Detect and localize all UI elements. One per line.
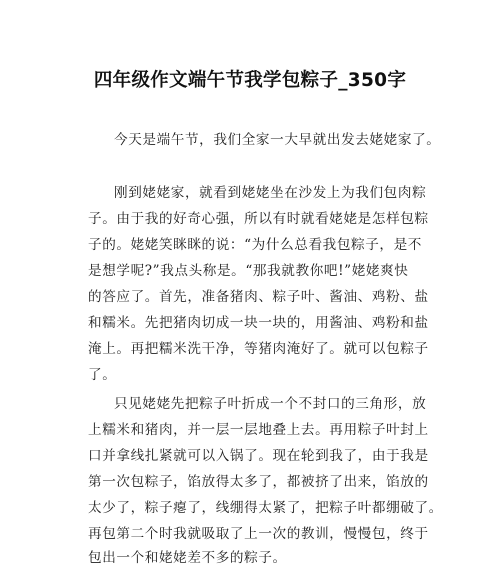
paragraph-3-line-6: 再包第二个时我就吸取了上一次的教训，慢慢包，终于 <box>88 526 429 542</box>
paragraph-3-line-4: 第一次包粽子，馅放得太多了，都被挤了出来，馅放的 <box>88 474 429 490</box>
paragraph-2-line-5: 的答应了。首先，准备猪肉、粽子叶、酱油、鸡粉、盐 <box>88 289 429 305</box>
paragraph-3-line-3: 口并拿线扎紧就可以入锅了。现在轮到我了，由于我是 <box>88 448 429 464</box>
paragraph-2-line-6: 和糯米。先把猪肉切成一块一块的，用酱油、鸡粉和盐 <box>88 315 429 331</box>
paragraph-2-line-1: 刚到姥姥家，就看到姥姥坐在沙发上为我们包肉粽 <box>114 185 427 201</box>
paragraph-2-line-3: 子的。姥姥笑眯眯的说：“为什么总看我包粽子，是不 <box>88 237 423 253</box>
document-title: 四年级作文端午节我学包粽子_350字 <box>93 70 407 91</box>
paragraph-2-line-7: 淹上。再把糯米洗干净，等猪肉淹好了。就可以包粽子 <box>88 341 429 357</box>
paragraph-3-line-5: 太少了，粽子瘪了，线绷得太紧了，把粽子叶都绷破了。 <box>88 500 443 516</box>
paragraph-3-line-2: 上糯米和猪肉，并一层一层地叠上去。再用粽子叶封上 <box>88 422 429 438</box>
paragraph-3-line-1: 只见姥姥先把粽子叶折成一个不封口的三角形，放 <box>114 396 427 412</box>
paragraph-3-line-7: 包出一个和姥姥差不多的粽子。 <box>88 550 287 566</box>
paragraph-2-line-4: 是想学呢?”我点头称是。“那我就教你吧!”姥姥爽快 <box>88 263 409 279</box>
paragraph-2-line-8: 了。 <box>88 367 117 383</box>
paragraph-2-line-2: 子。由于我的好奇心强，所以有时就看姥姥是怎样包粽 <box>88 211 429 227</box>
paragraph-1-line-1: 今天是端午节，我们全家一大早就出发去姥姥家了。 <box>114 132 441 148</box>
